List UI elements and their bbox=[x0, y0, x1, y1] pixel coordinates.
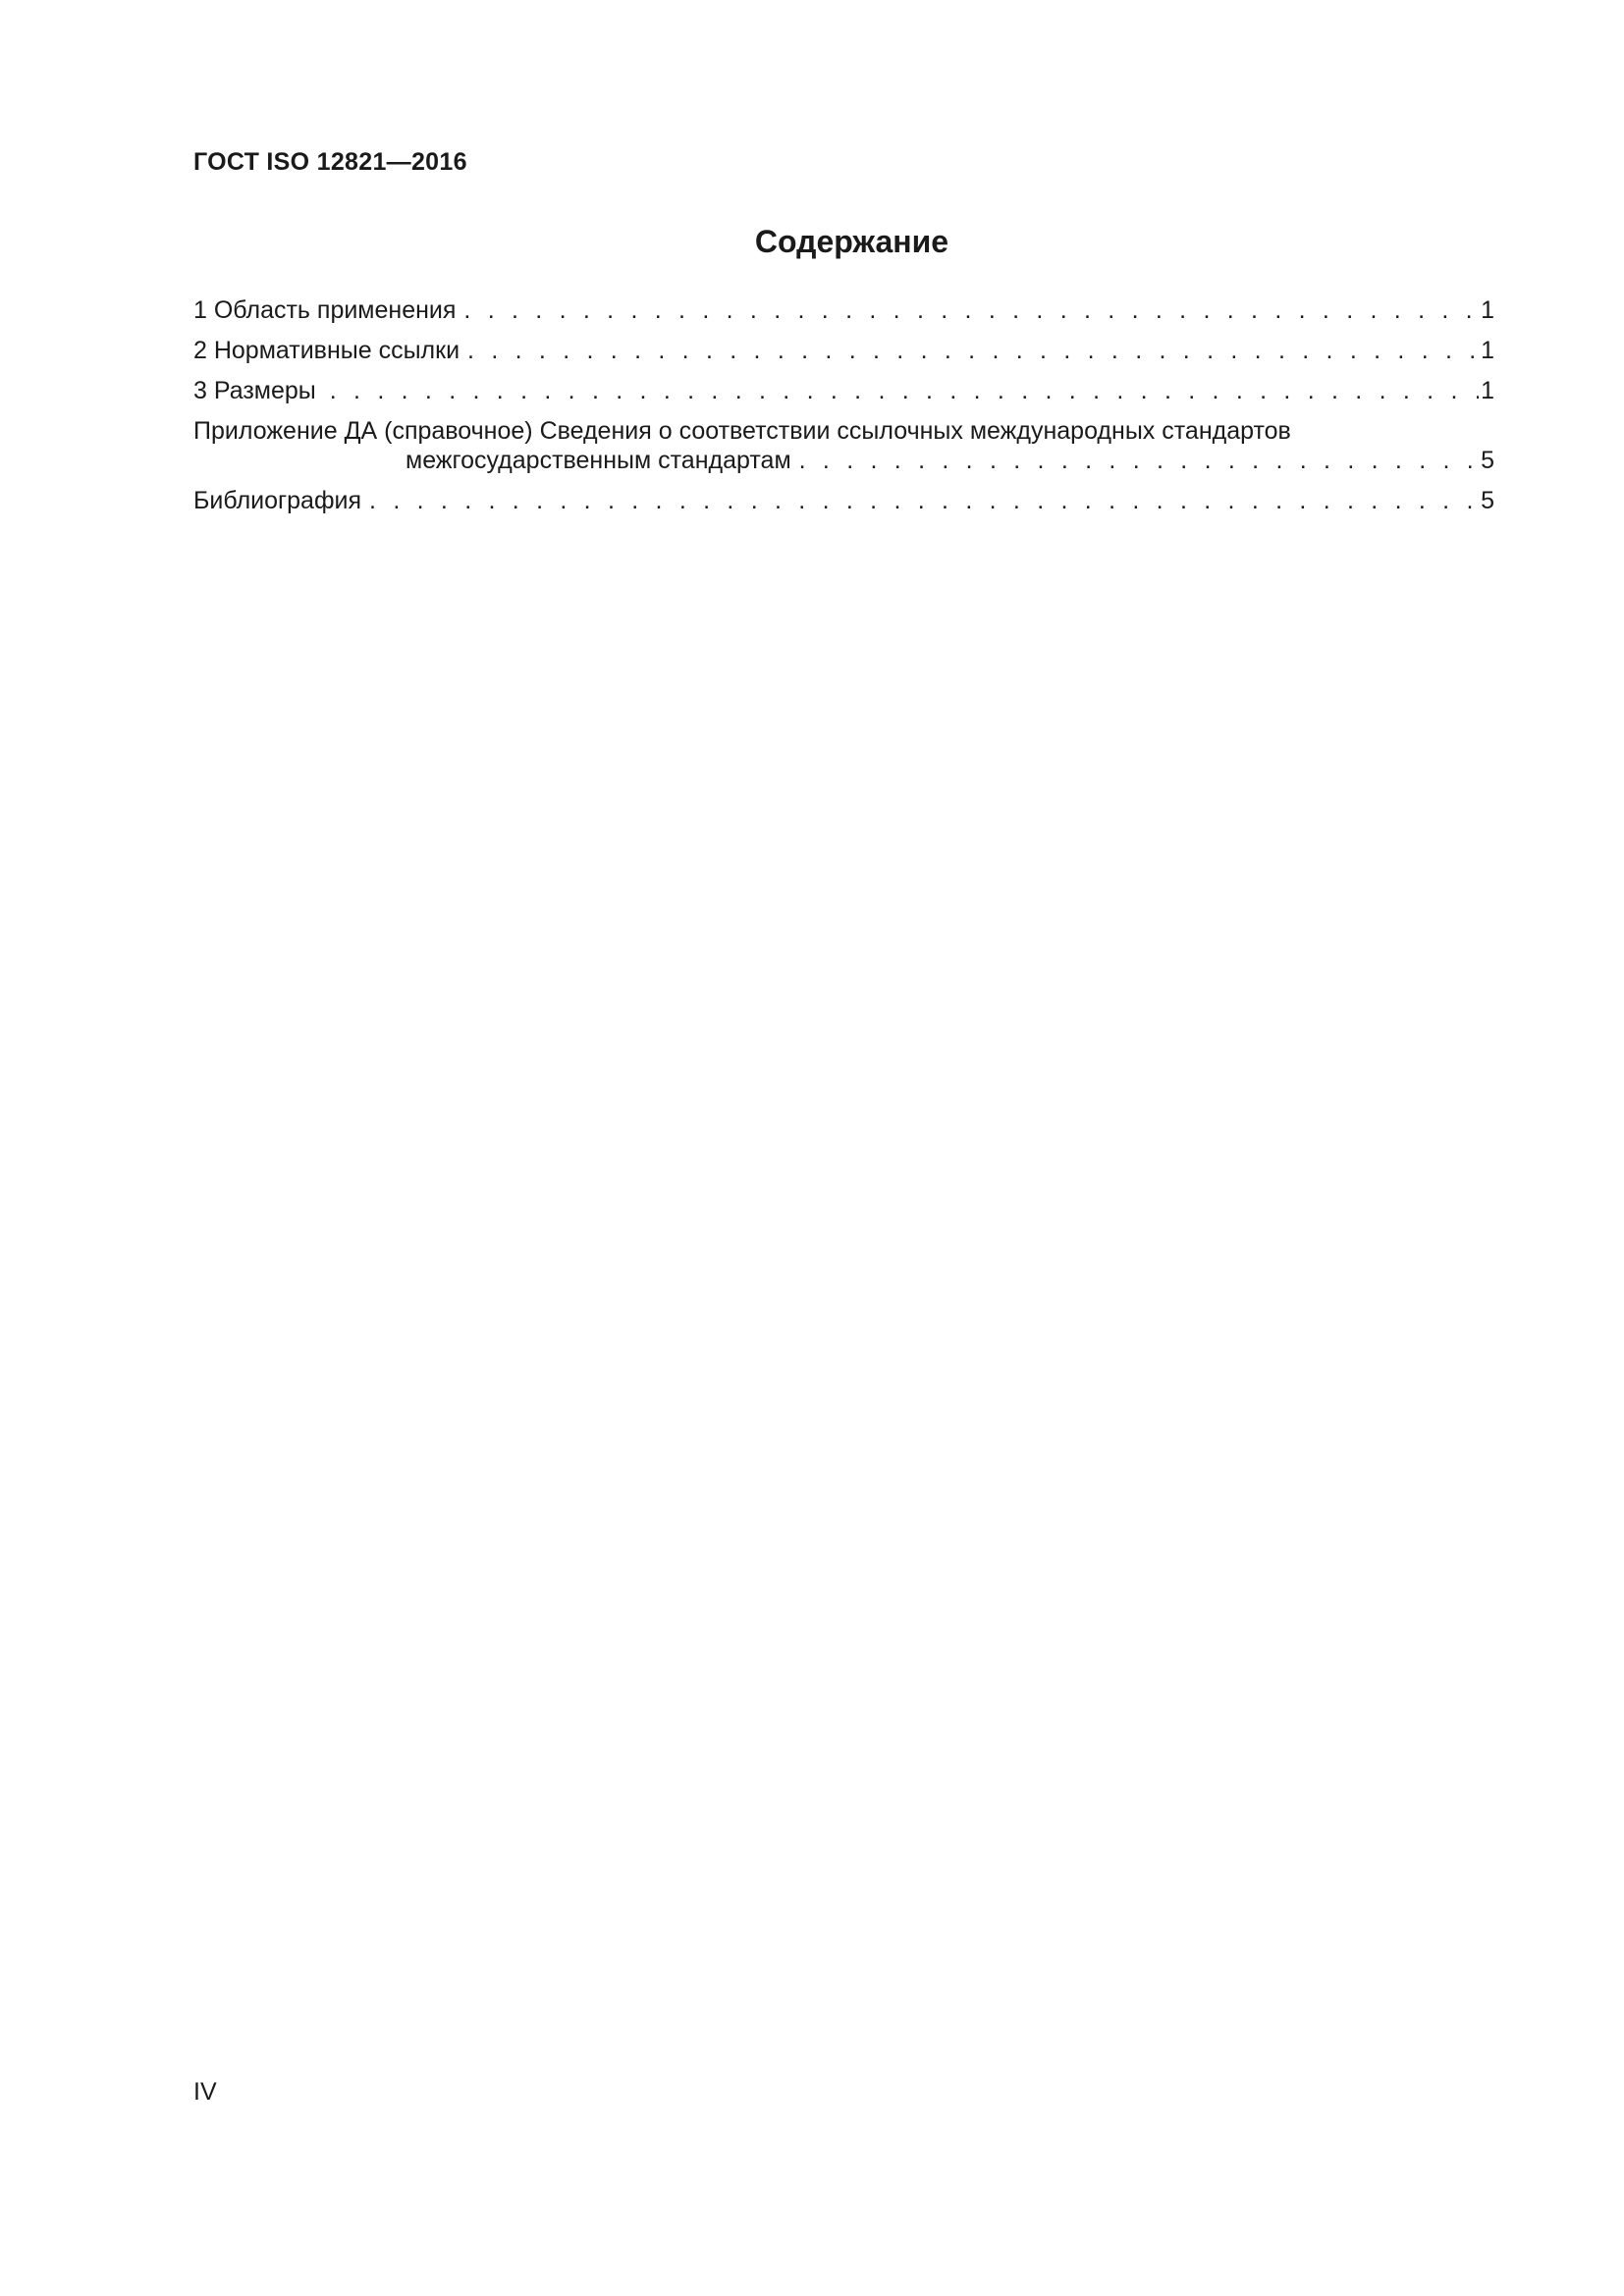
toc-entry-label: 3 Размеры bbox=[193, 377, 316, 404]
page-number: IV bbox=[193, 2078, 217, 2106]
toc-entry-appendix-da[interactable] bbox=[193, 416, 1494, 475]
toc-entry-label: Библиография bbox=[193, 487, 362, 514]
toc-entry-label: 2 Нормативные ссылки bbox=[193, 337, 460, 364]
toc-entry-scope[interactable] bbox=[193, 295, 1494, 325]
toc-entry-page: 5 bbox=[1481, 447, 1494, 474]
toc-entry-label-continued: межгосударственным стандартам bbox=[406, 447, 791, 474]
toc-entry-page: 5 bbox=[1481, 487, 1494, 514]
toc-dot-leader bbox=[463, 295, 1479, 325]
toc-entry-page: 1 bbox=[1481, 296, 1494, 324]
table-of-contents bbox=[193, 295, 1494, 526]
toc-entry-dimensions[interactable] bbox=[193, 376, 1494, 405]
toc-entry-page: 1 bbox=[1481, 377, 1494, 404]
toc-entry-bibliography[interactable] bbox=[193, 486, 1494, 515]
toc-entry-normative-references[interactable] bbox=[193, 336, 1494, 365]
toc-dot-leader bbox=[369, 486, 1479, 515]
document-code: ГОСТ ISO 12821—2016 bbox=[193, 148, 467, 176]
toc-title: Содержание bbox=[754, 224, 949, 259]
toc-dot-leader bbox=[330, 376, 1479, 405]
toc-dot-leader bbox=[467, 336, 1479, 365]
toc-dot-leader bbox=[799, 446, 1479, 475]
toc-entry-label: 1 Область применения bbox=[193, 296, 457, 324]
toc-entry-page: 1 bbox=[1481, 337, 1494, 364]
toc-entry-label: Приложение ДА (справочное) Сведения о соответствии ссылочных международных стандартов bbox=[193, 417, 1291, 445]
